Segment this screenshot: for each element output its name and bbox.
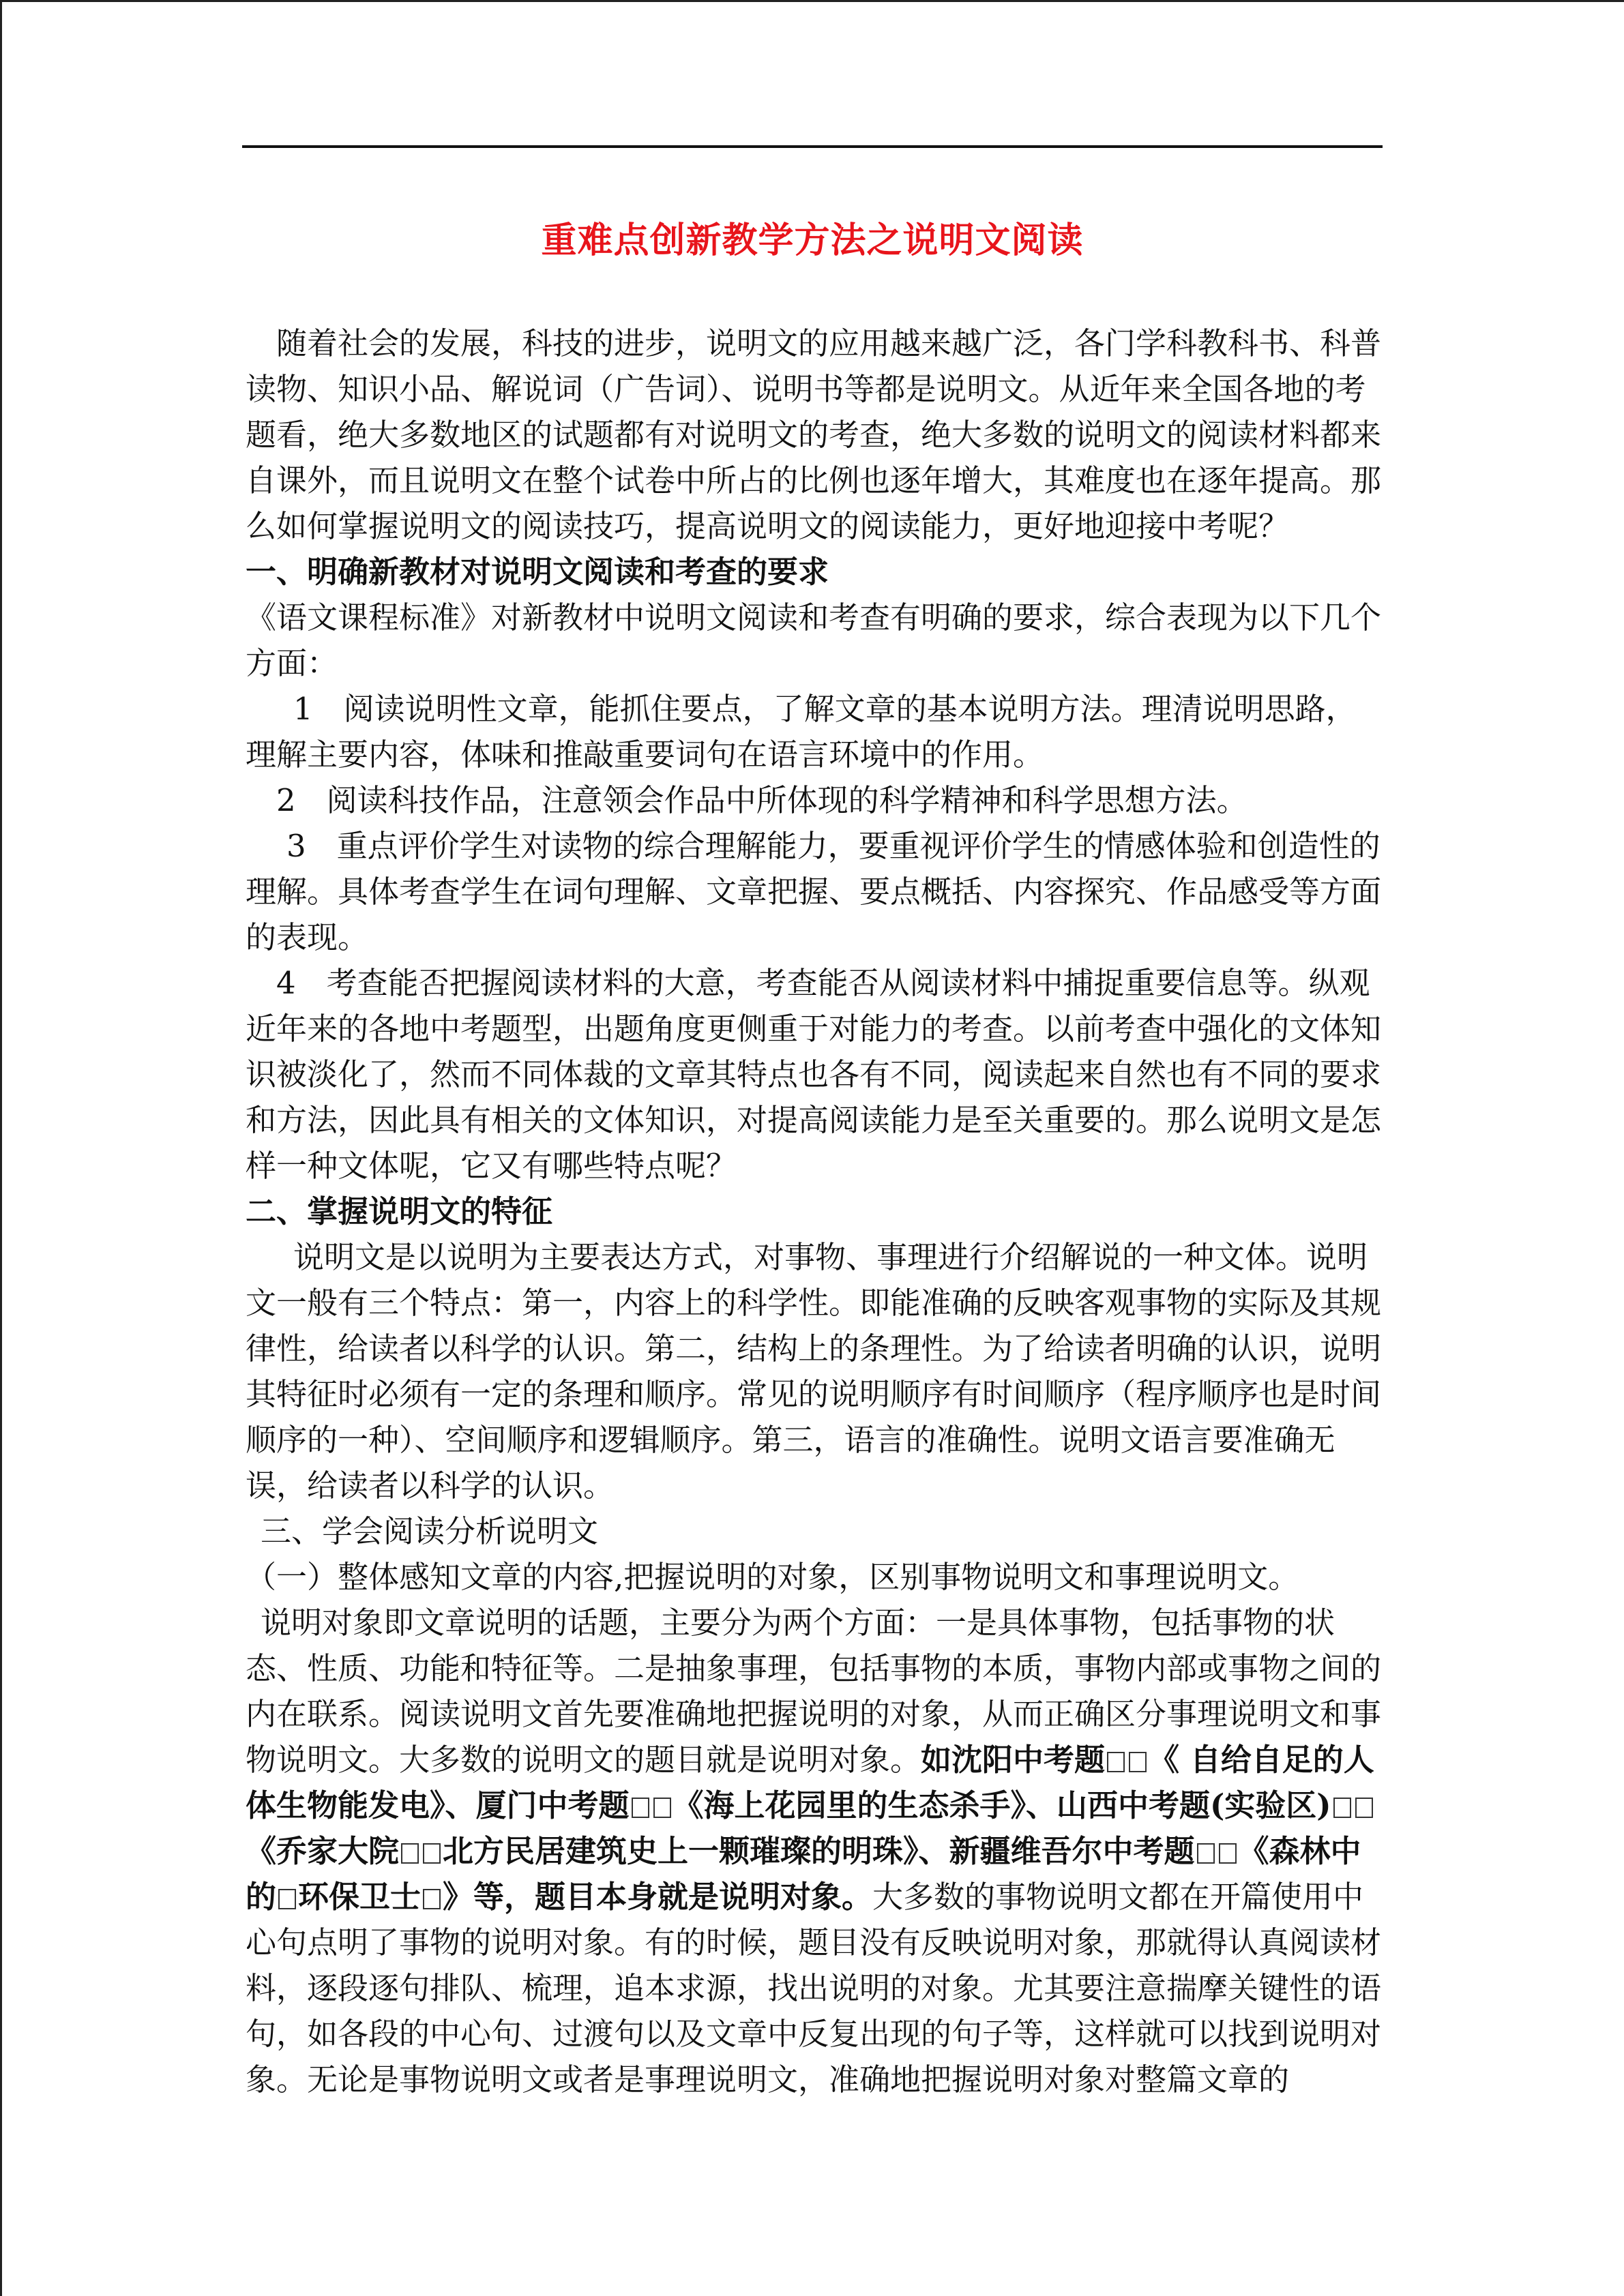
document-title: 重难点创新教学方法之说明文阅读 [541,220,1084,261]
example-title-2: 《海上花园里的生态杀手》、山西中考题(实验区) [673,1787,1331,1823]
section-3-paragraph [246,1600,1381,2102]
section-1-item-3: 3 重点评价学生对读物的综合理解能力，要重视评价学生的情感体验和创造性的理解。具体考查学生在词句理解、文章把握、要点概括、内容探究、作品感受等方面的表现。 [246,828,1382,955]
section-2-heading: 二、掌握说明文的特征 [246,1193,553,1229]
section-1-heading: 一、明确新教材对说明文阅读和考查的要求 [246,554,829,590]
header-rule [242,145,1383,148]
example-lead: 如沈阳中考题 [921,1742,1106,1778]
section-1-item-1: 1 阅读说明性文章，能抓住要点，了解文章的基本说明方法。理清说明思路，理解主要内容，体味和推敲重要词句在语言环境中的作用。 [246,691,1357,773]
missing-glyph-box [423,1889,441,1909]
missing-glyph-box [1355,1798,1373,1818]
example-title-1: 《 自给自足的人体生物能发电》、厦门中考题 [246,1742,1374,1823]
document-body [246,320,1381,2102]
section-1-item-4: 4 考查能否把握阅读材料的大意，考查能否从阅读材料中捕捉重要信息等。纵观近年来的各地中考题型，出题角度更侧重于对能力的考查。以前考查中强化的文体知识被淡化了，然而不同体裁的文章其特点也各有不同，阅读起来自然也有不同的要求和方法，因此具有相关的文体知识，对提高阅读能力是至关重要的。那么说明文是怎样一种文体呢，它又有哪些特点呢？ [246,965,1382,1184]
missing-glyph-box [1197,1843,1215,1864]
example-title-4a: 《森林中的 [246,1833,1361,1915]
missing-glyph-box [632,1798,649,1818]
missing-glyph-box [1129,1752,1147,1772]
missing-glyph-box [653,1798,671,1818]
missing-glyph-box [423,1843,441,1864]
example-title-4b: 环保卫士 [298,1879,422,1915]
missing-glyph-box [401,1843,419,1864]
missing-glyph-box [1219,1843,1237,1864]
section-2-paragraph: 说明文是以说明为主要表达方式，对事物、事理进行介绍解说的一种文体。说明文一般有三个特点：第一，内容上的科学性。即能准确的反映客观事物的实际及其规律性，给读者以科学的认识。第二，结构上的条理性。为了给读者明确的认识，说明其特征时必须有一定的条理和顺序。常见的说明顺序有时间顺序（程序顺序也是时间顺序的一种）、空间顺序和逻辑顺序。第三，语言的准确性。说明文语言要准确无误，给读者以科学的认识。 [246,1239,1382,1504]
section-1-item-2: 2 阅读科技作品，注意领会作品中所体现的科学精神和科学思想方法。 [276,782,1247,818]
example-conclusion: 》等，题目本身就是说明对象。 [443,1879,873,1915]
section-3-para-start: 说明对象即文章说明的话题，主要分为两个方面：一是具体事物，包括事物的状态、性质、功能和特征等。二是抽象事理，包括事物的本质，事物内部或事物之间的内在联系。阅读说明文首先要准确地把握说明的对象，从而正确区分事理说明文和事物说明文。大多数的说明文的题目就是说明对象。 [246,1605,1382,1778]
section-3-heading: 三、学会阅读分析说明文 [261,1513,599,1549]
missing-glyph-box [1333,1798,1351,1818]
section-1-lead: 《语文课程标准》对新教材中说明文阅读和考查有明确的要求，综合表现为以下几个方面： [246,599,1382,681]
example-title-3b: 北方民居建筑史上一颗璀璨的明珠》、新疆维吾尔中考题 [443,1833,1195,1869]
intro-paragraph: 随着社会的发展，科技的进步，说明文的应用越来越广泛，各门学科教科书、科普读物、知识小品、解说词（广告词）、说明书等都是说明文。从近年来全国各地的考题看，绝大多数地区的试题都有对说明文的考查，绝大多数的说明文的阅读材料都来自课外，而且说明文在整个试卷中所占的比例也逐年增大，其难度也在逐年提高。那么如何掌握说明文的阅读技巧，提高说明文的阅读能力，更好地迎接中考呢？ [246,325,1382,544]
section-3-subheading-1: （一）整体感知文章的内容,把握说明的对象，区别事物说明文和事理说明文。 [246,1559,1299,1595]
section-3-para-end: 大多数的事物说明文都在开篇使用中心句点明了事物的说明对象。有的时候，题目没有反映说明对象，那就得认真阅读材料，逐段逐句排队、梳理，追本求源，找出说明的对象。尤其要注意揣摩关键性的语句，如各段的中心句、过渡句以及文章中反复出现的句子等，这样就可以找到说明对象。无论是事物说明文或者是事理说明文，准确地把握说明对象对整篇文章的 [246,1879,1382,2098]
missing-glyph-box [278,1889,296,1909]
example-title-3a: 《乔家大院 [246,1833,400,1869]
missing-glyph-box [1107,1752,1125,1772]
